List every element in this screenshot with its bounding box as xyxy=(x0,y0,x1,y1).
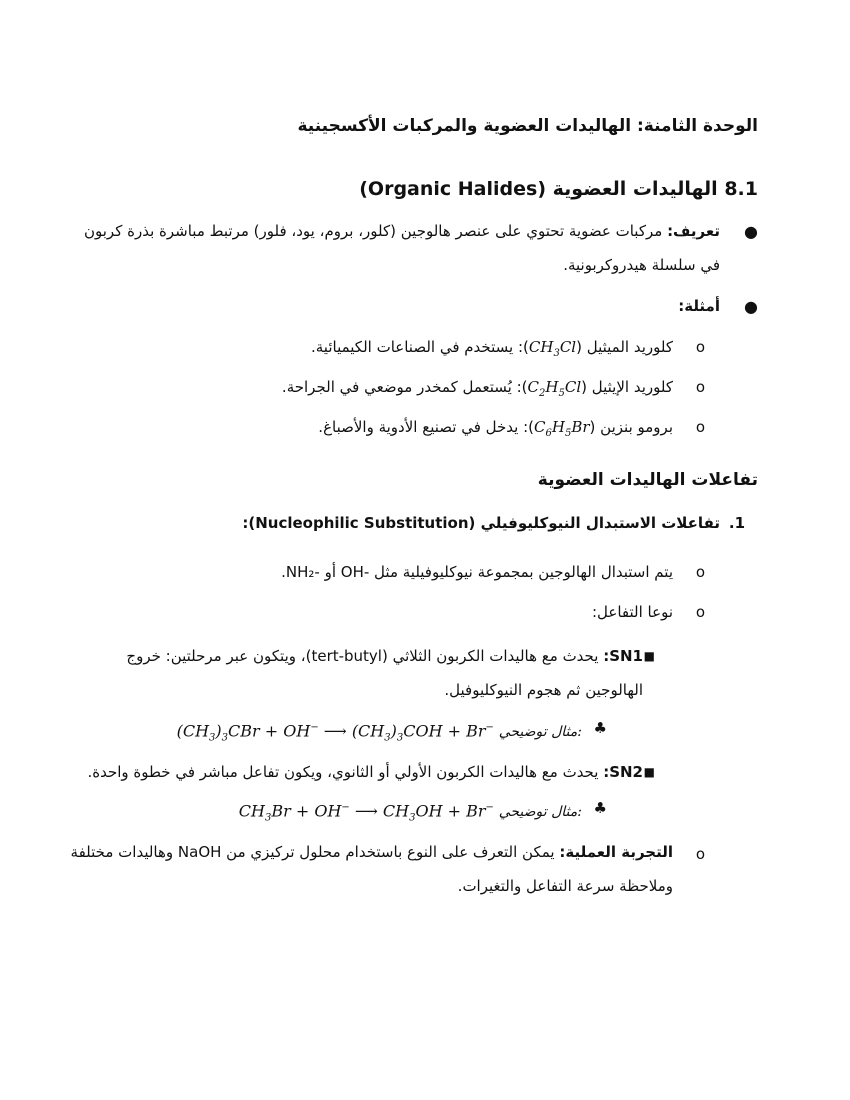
list-number: 1. xyxy=(728,514,745,532)
sn1-label: SN1: xyxy=(603,647,643,665)
types-label: نوعا التفاعل: xyxy=(592,603,673,621)
experiment-line-1 xyxy=(71,835,673,869)
bullet-circle: o xyxy=(695,845,705,863)
bullet-square: ■ xyxy=(643,649,655,663)
example-label: مثال توضيحي: xyxy=(498,724,582,741)
bullet-circle: o xyxy=(695,338,705,356)
definition-line-1 xyxy=(84,214,720,248)
definition-label: تعريف: xyxy=(667,222,720,240)
reactions-title: تفاعلات الهاليدات العضوية xyxy=(537,470,758,490)
sn1-line-1 xyxy=(126,639,643,673)
sn1-text-1: يحدث مع هاليدات الكربون الثلاثي (tert-butyl)، ويتكون عبر مرحلتين: خروج xyxy=(126,647,599,665)
example-item: برومو بنزين $(C_6H_5Br)$: يدخل في تصنيع الأدوية والأصباغ. xyxy=(318,410,673,451)
bullet-dot: ● xyxy=(744,222,758,241)
unit-title: الوحدة الثامنة: الهاليدات العضوية والمركبات الأكسجينية xyxy=(297,116,758,136)
example-formula: $CH_3Cl$ xyxy=(528,338,577,359)
example-name: كلوريد الميثيل xyxy=(586,338,673,356)
sn2-equation: $CH_3Br + OH^-$ ⟶ $CH_3OH + Br^-$ xyxy=(238,801,494,824)
experiment-label: التجربة العملية: xyxy=(559,843,673,861)
sn1-example xyxy=(177,711,582,756)
club-bullet: ♣ xyxy=(593,799,607,817)
nucleophilic-title: تفاعلات الاستبدال النيوكليوفيلي (Nucleophilic Substitution): xyxy=(242,514,720,532)
experiment-line-2: وملاحظة سرعة التفاعل والتغيرات. xyxy=(457,877,673,895)
bullet-dot: ● xyxy=(744,297,758,316)
bullet-circle: o xyxy=(695,418,705,436)
example-desc: : يستخدم في الصناعات الكيميائية. xyxy=(310,338,524,356)
sn1-equation: $(CH_3)_3CBr + OH^-$ ⟶ $(CH_3)_3COH + Br^-$ xyxy=(176,721,494,744)
experiment-text-1: يمكن التعرف على النوع باستخدام محلول تركيزي من NaOH وهاليدات مختلفة xyxy=(70,843,555,861)
definition-line-2: في سلسلة هيدروكربونية. xyxy=(563,256,720,274)
sn2-line xyxy=(87,755,643,789)
definition-text-1: مركبات عضوية تحتوي على عنصر هالوجين (كلور، بروم، يود، فلور) مرتبط مباشرة بذرة كربون xyxy=(83,222,663,240)
example-label: مثال توضيحي: xyxy=(498,804,582,821)
example-name: برومو بنزين xyxy=(600,418,673,436)
section-title-text: 8.1 الهاليدات العضوية (Organic Halides) xyxy=(359,178,758,200)
bullet-circle: o xyxy=(695,378,705,396)
club-bullet: ♣ xyxy=(593,719,607,737)
bullet-circle: o xyxy=(695,563,705,581)
example-desc: : يُستعمل كمخدر موضعي في الجراحة. xyxy=(281,378,522,396)
example-name: كلوريد الإيثيل xyxy=(591,378,673,396)
bullet-square: ■ xyxy=(643,765,655,779)
sn2-example xyxy=(239,791,582,836)
replace-text: يتم استبدال الهالوجين بمجموعة نيوكليوفيلية مثل -OH أو -NH₂. xyxy=(281,563,673,581)
sn1-line-2: الهالوجين ثم هجوم النيوكليوفيل. xyxy=(444,681,643,699)
bullet-circle: o xyxy=(695,603,705,621)
example-item: كلوريد الميثيل $(CH_3Cl)$: يستخدم في الصناعات الكيميائية. xyxy=(311,330,673,371)
example-formula: $C_6H_5Br$ xyxy=(534,418,590,439)
sn2-text-1: يحدث مع هاليدات الكربون الأولي أو الثانوي، ويكون تفاعل مباشر في خطوة واحدة. xyxy=(87,763,599,781)
example-desc: : يدخل في تصنيع الأدوية والأصباغ. xyxy=(318,418,529,436)
section-title xyxy=(359,178,758,200)
example-formula: $C_2H_5Cl$ xyxy=(527,378,582,399)
examples-label: أمثلة: xyxy=(678,297,720,315)
sn2-label: SN2: xyxy=(603,763,643,781)
example-item: كلوريد الإيثيل $(C_2H_5Cl)$: يُستعمل كمخدر موضعي في الجراحة. xyxy=(282,370,673,411)
